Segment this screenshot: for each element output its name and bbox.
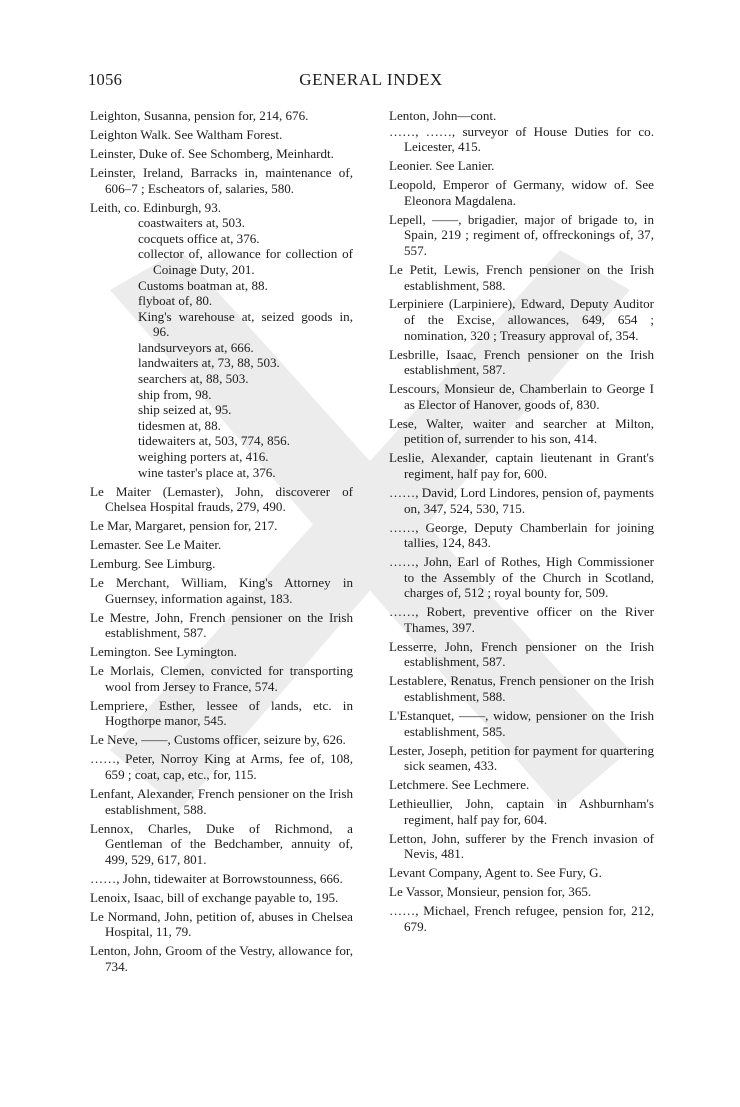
index-column-left [90,108,353,978]
index-entry: ……, David, Lord Lindores, pension of, payments on, 347, 524, 530, 715. [389,484,654,516]
index-entry: Lester, Joseph, petition for payment for quartering sick seamen, 433. [389,742,654,774]
index-entry: Leith, co. Edinburgh, 93. [90,199,222,215]
index-subentry: weighing porters at, 416. [138,449,269,465]
index-entry: Lenton, John, Groom of the Vestry, allowance for, 734. [90,943,353,974]
index-entry: Lepell, ——, brigadier, major of brigade to, in Spain, 219 ; regiment of, offreckonings of, 37, 557. [389,211,654,258]
index-entry: Lenoix, Isaac, bill of exchange payable to, 195. [90,889,339,905]
index-entry: Lescours, Monsieur de, Chamberlain to George I as Elector of Hanover, goods of, 830. [389,381,654,412]
index-entry: Lempriere, Esther, lessee of lands, etc. in Hogthorpe manor, 545. [90,697,353,729]
index-subentry: King's warehouse at, seized goods in, 96. [138,308,353,340]
index-entry: Le Merchant, William, King's Attorney in Guernsey, information against, 183. [90,575,353,606]
index-entry: Leonier. See Lanier. [389,158,495,174]
index-entry: Lestablere, Renatus, French pensioner on the Irish establishment, 588. [389,673,654,705]
index-subentry: landsurveyors at, 666. [138,339,254,355]
index-entry: Lenton, John—cont. [389,108,497,123]
page-number: 1056 [88,70,123,89]
index-entry: ……, George, Deputy Chamberlain for joining tallies, 124, 843. [389,519,654,551]
index-subentry: Customs boatman at, 88. [138,277,268,293]
index-entry: Lemington. See Lymington. [90,644,237,660]
index-entry: Leighton, Susanna, pension for, 214, 676. [90,108,309,123]
index-entry: Leighton Walk. See Waltham Forest. [90,126,283,142]
index-entry: ……, John, tidewaiter at Borrowstounness, 666. [90,870,343,886]
index-entry: ……, John, Earl of Rothes, High Commissioner to the Assembly of the Church in Scotland, charges of, 512 ; royal bounty for, 509. [389,554,654,601]
index-subentry: flyboat of, 80. [138,293,213,309]
index-entry: Lesserre, John, French pensioner on the Irish establishment, 587. [389,638,654,670]
index-subentry: collector of, allowance for collection of Coinage Duty, 201. [138,246,353,277]
index-subentry: tidesmen at, 88. [138,417,221,433]
index-subentry: ship from, 98. [138,386,212,402]
index-entry: Le Morlais, Clemen, convicted for transporting wool from Jersey to France, 574. [90,663,353,694]
index-entry: Lenfant, Alexander, French pensioner on the Irish establishment, 588. [90,786,353,817]
index-entry: Lemaster. See Le Maiter. [90,537,222,553]
index-entry: Lese, Walter, waiter and searcher at Milton, petition of, surrender to his son, 414. [389,415,654,447]
index-entry: Le Vassor, Monsieur, pension for, 365. [389,884,592,900]
index-column-right [389,108,654,938]
index-entry: L'Estanquet, ——, widow, pensioner on the Irish establishment, 585. [389,708,654,739]
index-entry: Le Petit, Lewis, French pensioner on the Irish establishment, 588. [389,261,654,293]
index-entry: Le Mar, Margaret, pension for, 217. [90,518,278,534]
index-entry: Levant Company, Agent to. See Fury, G. [389,865,602,881]
index-subentry: tidewaiters at, 503, 774, 856. [138,433,291,449]
index-entry: Le Mestre, John, French pensioner on the Irish establishment, 587. [90,609,353,641]
index-entry: Leinster, Duke of. See Schomberg, Meinhardt. [90,145,334,161]
index-subentry: landwaiters at, 73, 88, 503. [138,355,280,371]
running-title: GENERAL INDEX [299,70,443,89]
index-entry: Leinster, Ireland, Barracks in, maintenance of, 606–7 ; Escheators of, salaries, 580. [90,164,353,196]
page-header [88,70,654,96]
index-subentry: coastwaiters at, 503. [138,215,245,231]
index-entry: Lerpiniere (Larpiniere), Edward, Deputy Auditor of the Excise, allowances, 649, 654 ; nomination, 320 ; Treasury approval of, 354. [389,296,654,343]
index-entry: Le Normand, John, petition of, abuses in Chelsea Hospital, 11, 79. [90,908,353,940]
index-entry: Le Neve, ——, Customs officer, seizure by, 626. [90,732,346,748]
index-entry: Leslie, Alexander, captain lieutenant in Grant's regiment, half pay for, 600. [389,450,654,481]
index-subentry: cocquets office at, 376. [138,230,260,246]
index-entry: Lethieullier, John, captain in Ashburnham's regiment, half pay for, 604. [389,796,654,827]
index-subentry: ship seized at, 95. [138,402,232,418]
index-entry: Le Maiter (Lemaster), John, discoverer of Chelsea Hospital frauds, 279, 490. [90,483,353,515]
index-entry: ……, Robert, preventive officer on the River Thames, 397. [389,604,654,635]
index-entry: Lemburg. See Limburg. [90,556,216,572]
index-entry: Letton, John, sufferer by the French invasion of Nevis, 481. [389,830,654,862]
index-entry: Letchmere. See Lechmere. [389,777,530,793]
index-entry: ……, ……, surveyor of House Duties for co. Leicester, 415. [389,123,654,155]
index-entry: ……, Peter, Norroy King at Arms, fee of, 108, 659 ; coat, cap, etc., for, 115. [90,751,353,783]
index-subentry: searchers at, 88, 503. [138,371,249,387]
index-entry: Leopold, Emperor of Germany, widow of. See Eleonora Magdalena. [389,177,654,208]
index-entry: Lennox, Charles, Duke of Richmond, a Gentleman of the Bedchamber, annuity of, 499, 529, 617, 801. [90,820,353,867]
index-entry: Lesbrille, Isaac, French pensioner on the Irish establishment, 587. [389,346,654,378]
index-entry: ……, Michael, French refugee, pension for, 212, 679. [389,903,654,934]
index-subentry: wine taster's place at, 376. [138,464,276,480]
